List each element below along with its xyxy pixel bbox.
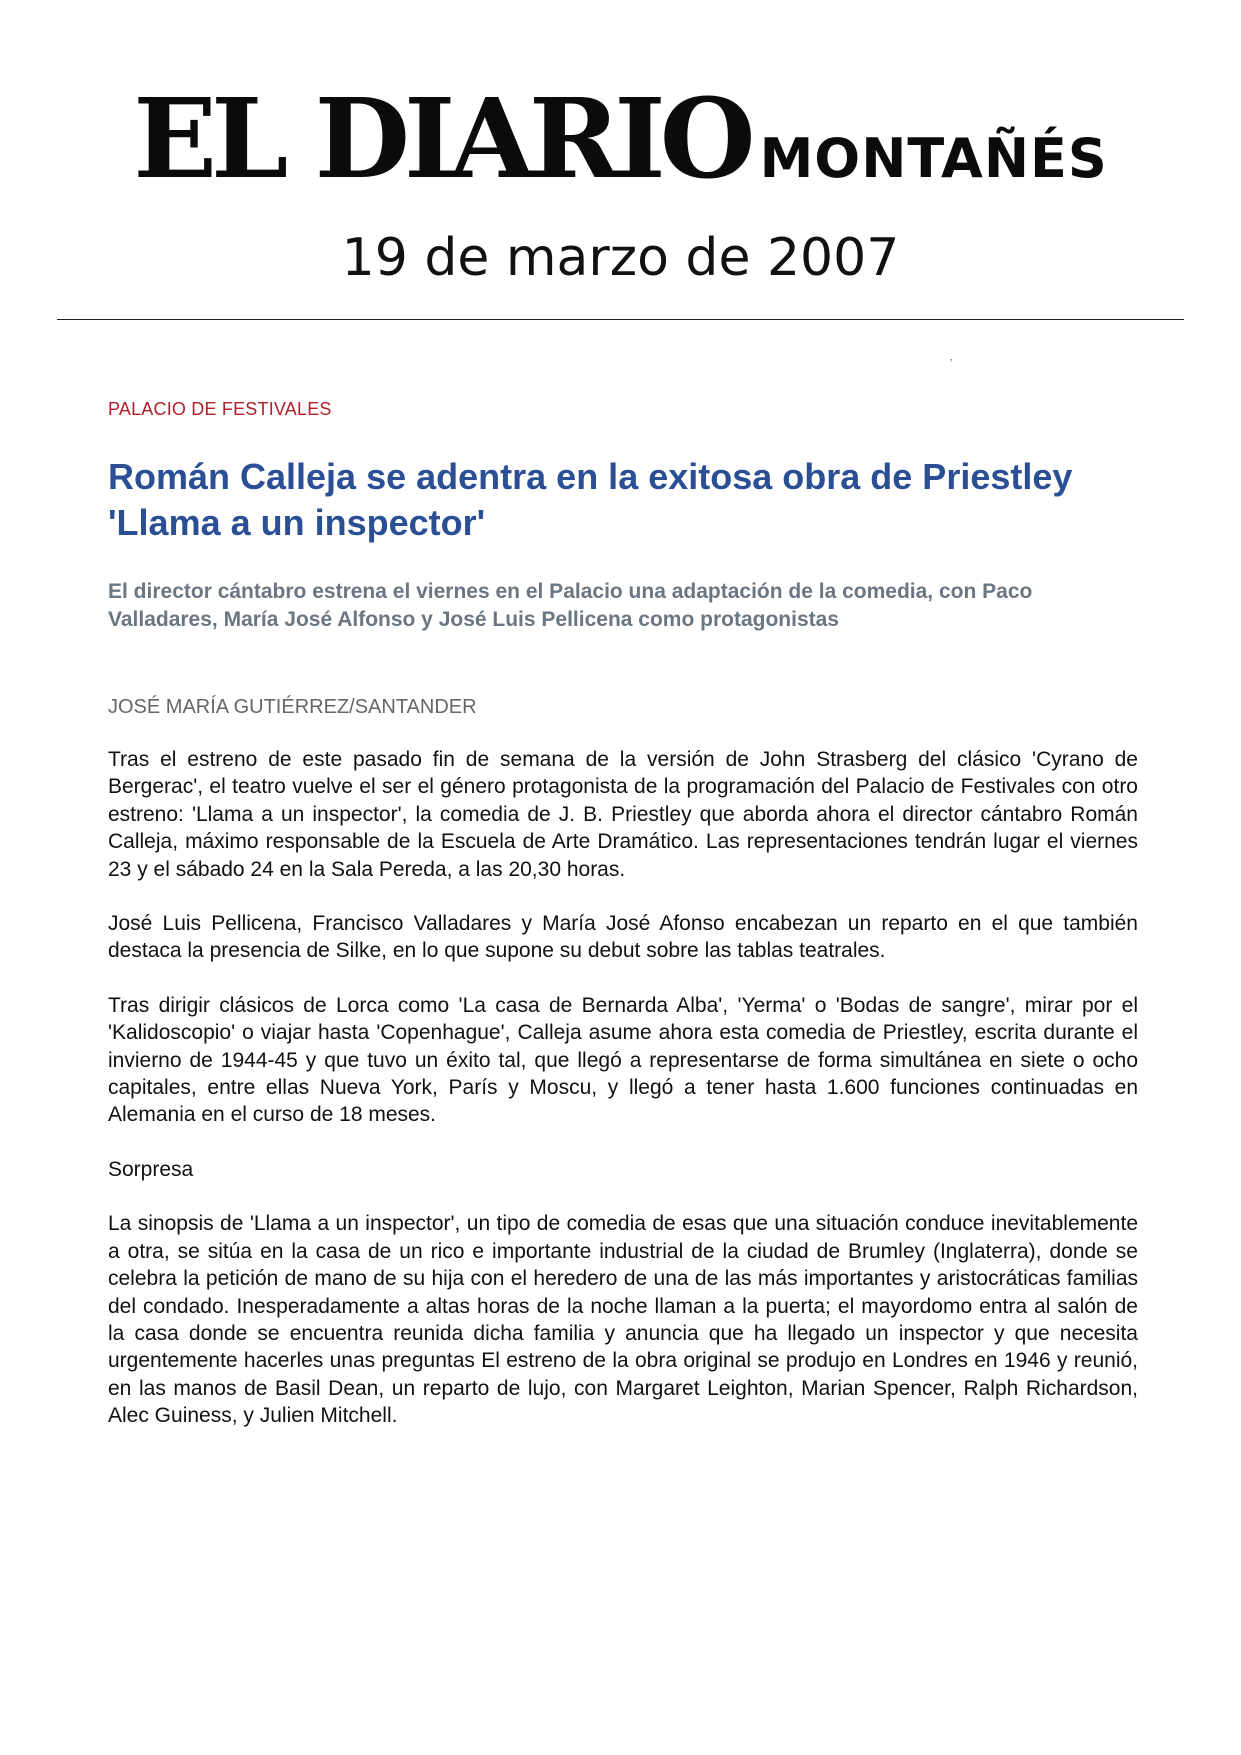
article — [108, 398, 1138, 1457]
headline: Román Calleja se adentra en la exitosa obra de Priestley 'Llama a un inspector' — [108, 456, 1073, 543]
body-paragraph: Tras dirigir clásicos de Lorca como 'La casa de Bernarda Alba', 'Yerma' o 'Bodas de sangre', mirar por el 'Kalidoscopio' o viajar hasta 'Copenhague', Calleja asume ahora esta comedia de Priestley, escrita durante el invierno de 1944-45 y que tuvo un éxito tal, que llegó a representarse de forma simultánea en siete o ocho capitales, entre ellas Nueva York, París y Moscu, y llegó a tener hasta 1.600 funciones continuadas en Alemania en el curso de 18 meses. — [108, 993, 1138, 1127]
section-label: PALACIO DE FESTIVALES — [108, 399, 332, 419]
body-paragraph: La sinopsis de 'Llama a un inspector', un tipo de comedia de esas que una situación conduce inevitablemente a otra, se sitúa en la casa de un rico e importante industrial de la ciudad de Brumley (Inglaterra), donde se celebra la petición de mano de su hija con el heredero de una de las más importantes y aristocráticas familias del condado. Inesperadamente a altas horas de la noche llaman a la puerta; el mayordomo entra al salón de la casa donde se encuentra reunida dicha familia y anuncia que ha llegado un inspector y que necesita urgentemente hacerles unas preguntas El estreno de la obra original se produjo en Londres en 1946 y reunió, en las manos de Basil Dean, un reparto de lujo, con Margaret Leighton, Marian Spencer, Ralph Richardson, Alec Guiness, y Julien Mitchell. — [108, 1212, 1138, 1428]
scan-speck: ’ — [950, 358, 953, 369]
subheadline: El director cántabro estrena el viernes en el Palacio una adaptación de la comedia, con Paco Valladares, María José Alfonso y José Luis Pellicena como protagonistas — [108, 580, 1033, 631]
byline: JOSÉ MARÍA GUTIÉRREZ/SANTANDER — [108, 696, 477, 718]
article-body — [108, 746, 1138, 1430]
edition-date: 19 de marzo de 2007 — [341, 228, 900, 288]
header-divider — [57, 319, 1184, 320]
masthead-title: EL DIARIO — [133, 74, 750, 203]
body-paragraph: Tras el estreno de este pasado fin de semana de la versión de John Strasberg del clásico 'Cyrano de Bergerac', el teatro vuelve el ser el género protagonista de la programación del Palacio de Festivales con otro estreno: 'Llama a un inspector', la comedia de J. B. Priestley que aborda ahora el director cántabro Román Calleja, máximo responsable de la Escuela de Arte Dramático. Las representaciones tendrán lugar el viernes 23 y el sábado 24 en la Sala Pereda, a las 20,30 horas. — [108, 748, 1138, 881]
masthead — [0, 74, 1241, 203]
body-subheading: Sorpresa — [108, 1157, 194, 1181]
masthead-subtitle: MONTAÑÉS — [759, 127, 1108, 190]
body-paragraph: José Luis Pellicena, Francisco Valladares y María José Afonso encabezan un reparto en el que también destaca la presencia de Silke, en lo que supone su debut sobre las tablas teatrales. — [108, 912, 1138, 963]
